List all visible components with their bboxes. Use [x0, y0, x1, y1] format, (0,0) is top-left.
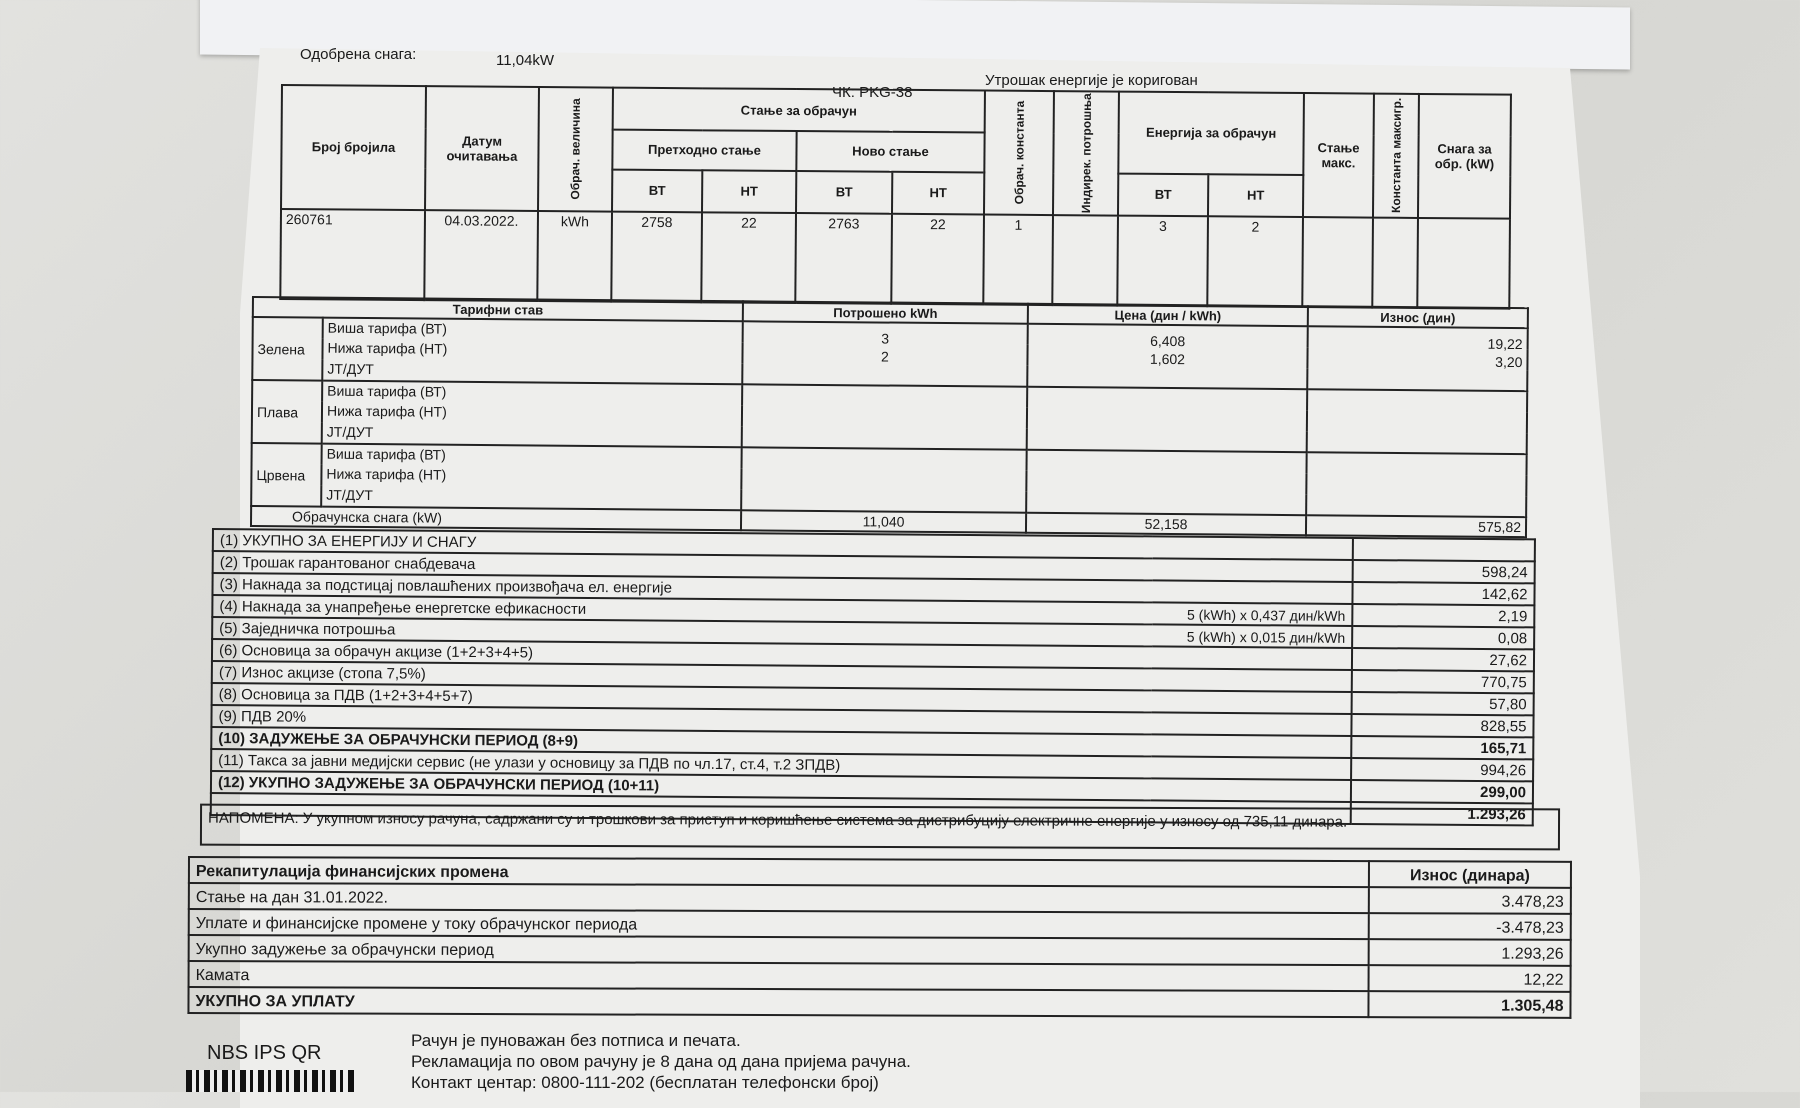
header-new: Ново стање — [796, 131, 984, 172]
tariff-amount-cell — [1307, 326, 1528, 391]
header-energy: Енергија за обрачун — [1118, 92, 1304, 175]
header-unit: Обрач. величина — [568, 98, 583, 200]
summary-amount — [1353, 538, 1535, 561]
note-text: НАПОМЕНА: У укупном износу рачуна, садржани су и трошкови за приступ и коришћење система за дистрибуцију електричне енергије у износу од 735,11 динара. — [207, 809, 1348, 831]
header-read-date: Датум очитавања — [425, 86, 539, 211]
max — [1302, 217, 1373, 308]
summary-amount: 165,71 — [1351, 736, 1533, 759]
const: 1 — [983, 214, 1053, 305]
tariff-price — [1031, 493, 1301, 513]
header-prev: Претходно стање — [612, 130, 796, 171]
header-prev-vt: ВТ — [612, 169, 702, 212]
summary-calc — [1152, 668, 1352, 692]
footer-line: Контакт центар: 0800-111-202 (бесплатан телефонски број) — [411, 1073, 879, 1092]
energy-nt: 2 — [1207, 216, 1303, 307]
tariff-price — [1032, 430, 1302, 450]
tariff-kwh — [746, 454, 1021, 474]
approved-power-value: 11,04kW — [496, 52, 555, 69]
summary-amount: 0,08 — [1352, 626, 1534, 649]
tariff-amount — [1311, 477, 1521, 497]
summary-calc — [1151, 712, 1351, 736]
summary-label: (10) ЗАДУЖЕЊЕ ЗА ОБРАЧУНСКИ ПЕРИОД (8+9) — [211, 727, 1151, 756]
footer-line: Рекламација по овом рачуну је 8 дана од дана пријема рачуна. — [411, 1052, 911, 1071]
tariff-price — [1032, 412, 1302, 432]
header-energy-vt: ВТ — [1118, 173, 1208, 216]
summary-label: (1) УКУПНО ЗА ЕНЕРГИЈУ И СНАГУ — [213, 529, 1153, 558]
header-amount: Износ (дин) — [1308, 306, 1528, 328]
summary-label: (6) Основица за обрачун акцизе (1+2+3+4+5) — [212, 639, 1152, 668]
recap-total-row — [188, 987, 1570, 1018]
meter-row — [280, 209, 1510, 309]
summary-amount: 299,00 — [1351, 780, 1533, 803]
summary-calc — [1153, 558, 1353, 582]
power-kwh: 11,040 — [741, 510, 1026, 532]
tariff-amount — [1312, 369, 1522, 389]
tariff-label: ЈТ/ДУТ — [321, 486, 741, 511]
ck-code: ЧК: PKG-38 — [832, 84, 913, 101]
summary-label: (12) УКУПНО ЗАДУЖЕЊЕ ЗА ОБРАЧУНСКИ ПЕРИОД (10+11) — [211, 771, 1151, 800]
tariff-amount: 19,22 — [1487, 335, 1523, 353]
tariff-label: Нижа тарифа (НТ) — [322, 339, 742, 364]
summary-label: (8) Основица за ПДВ (1+2+3+4+5+7) — [212, 683, 1152, 712]
summary-calc — [1152, 646, 1352, 670]
tariff-label: Нижа тарифа (НТ) — [321, 465, 741, 490]
recap-title: Рекапитулација финансијских промена — [189, 857, 1369, 887]
header-power: Снага за обр. (kW) — [1418, 94, 1511, 219]
header-maxconst-cell — [1373, 94, 1419, 218]
tariff-label: Нижа тарифа (НТ) — [322, 402, 742, 427]
recap-amount: 12,22 — [1369, 965, 1571, 992]
unit: kWh — [537, 211, 612, 302]
summary-amount: 1.293,26 — [1351, 802, 1533, 825]
summary-calc — [1151, 756, 1351, 780]
prev-nt: 22 — [701, 212, 796, 303]
meter-table — [279, 84, 1512, 310]
header-kwh: Потрошено kWh — [743, 301, 1028, 323]
summary-label: (3) Накнада за подстицај повлашћених произвођача ел. енергије — [212, 573, 1152, 602]
tariff-price — [1031, 457, 1301, 477]
meter-number: 260761 — [280, 209, 425, 300]
indirect — [1052, 215, 1118, 306]
summary-amount: 598,24 — [1353, 560, 1535, 583]
recap-amount: 1.293,26 — [1369, 939, 1571, 966]
tariff-kwh: 2 — [881, 348, 889, 365]
tariff-label: Виша тарифа (ВТ) — [322, 444, 742, 469]
tariff-kwh — [746, 472, 1021, 492]
header-max: Стање макс. — [1303, 93, 1374, 217]
recap-amount: -3.478,23 — [1369, 913, 1571, 940]
tariff-amount — [1312, 432, 1522, 452]
recap-label: Уплате и финансијске промене у току обрачунског периода — [189, 909, 1369, 939]
tariff-kwh: 3 — [881, 330, 890, 347]
read-date: 04.03.2022. — [424, 210, 538, 301]
energy-vt: 3 — [1117, 215, 1208, 306]
footer-lines — [411, 1030, 911, 1093]
tariff-amount — [1312, 396, 1522, 416]
tariff-label: ЈТ/ДУТ — [322, 423, 742, 448]
recap-table — [187, 856, 1572, 1019]
tariff-amount — [1312, 414, 1522, 434]
power-label: Обрачунска снага (kW) — [251, 506, 741, 530]
tariff-price-cell — [1026, 450, 1307, 515]
header-const: Обрач. константа — [1011, 100, 1027, 205]
tariff-kwh — [747, 409, 1022, 429]
tariff-amount-cell — [1307, 389, 1528, 454]
tariff-label: Виша тарифа (ВТ) — [323, 318, 743, 343]
corrected-note: Утрошак енергије је коригован — [985, 72, 1198, 89]
header-indirect: Индирек. потрошња — [1078, 93, 1094, 214]
qr-code-icon — [186, 1070, 356, 1092]
header-new-vt: ВТ — [796, 171, 892, 214]
summary-amount: 828,55 — [1351, 714, 1533, 737]
tariff-amount — [1311, 495, 1521, 515]
summary-table — [210, 528, 1536, 826]
recap-amount: 3.478,23 — [1369, 887, 1571, 914]
recap-label: Укупно задужење за обрачунски период — [189, 935, 1369, 965]
summary-calc — [1153, 536, 1353, 560]
summary-amount: 2,19 — [1352, 604, 1534, 627]
maxconst — [1372, 218, 1418, 308]
tariff-amount — [1311, 459, 1521, 479]
summary-label: (7) Износ акцизе (стопа 7,5%) — [212, 661, 1152, 690]
summary-label: (5) Заједничка потрошња — [212, 617, 1152, 646]
tariff-price-cell — [1027, 387, 1308, 452]
tariff-kwh — [747, 391, 1022, 411]
summary-calc: 5 (kWh) x 0,437 дин/kWh — [1152, 602, 1352, 626]
recap-label: Камата — [189, 961, 1369, 991]
summary-calc — [1152, 690, 1352, 714]
tariff-price — [1032, 394, 1302, 414]
summary-amount: 142,62 — [1352, 582, 1534, 605]
header-indirect-cell — [1053, 91, 1119, 215]
tariff-price — [1032, 367, 1302, 387]
summary-amount: 770,75 — [1352, 670, 1534, 693]
tariff-group-name: Зелена — [252, 317, 323, 381]
header-price: Цена (дин / kWh) — [1028, 304, 1308, 326]
footer-line: Рачун је пуноважан без потписа и печата. — [411, 1031, 741, 1050]
tariff-group-name: Плава — [252, 380, 323, 444]
power — [1417, 218, 1510, 309]
note-box — [200, 804, 1560, 851]
new-nt: 22 — [891, 214, 984, 305]
tariff-amount: 3,20 — [1495, 353, 1523, 371]
header-meter-number: Број бројила — [281, 85, 426, 210]
tariff-price: 1,602 — [1149, 350, 1186, 368]
recap-total-amount: 1.305,48 — [1368, 991, 1570, 1018]
summary-amount: 27,62 — [1352, 648, 1534, 671]
recap-label: Стање на дан 31.01.2022. — [189, 883, 1369, 913]
header-new-nt: НТ — [892, 171, 984, 214]
tariff-amount-cell — [1306, 452, 1527, 517]
header-const-cell — [984, 91, 1054, 215]
tariff-group-name: Црвена — [251, 443, 322, 507]
tariff-kwh-cell — [742, 321, 1028, 386]
header-maxconst: Константа максигр. — [1388, 98, 1404, 214]
recap-total-label: УКУПНО ЗА УПЛАТУ — [188, 987, 1368, 1017]
tariff-kwh — [746, 490, 1021, 510]
tariff-table — [250, 296, 1529, 538]
prev-vt: 2758 — [611, 212, 702, 303]
summary-calc — [1151, 778, 1351, 802]
summary-label: (2) Трошак гарантованог снабдевача — [213, 551, 1153, 580]
header-prev-nt: НТ — [702, 170, 796, 213]
summary-calc — [1151, 734, 1351, 758]
summary-label: (9) ПДВ 20% — [211, 705, 1151, 734]
summary-amount: 994,26 — [1351, 758, 1533, 781]
tariff-kwh-cell — [741, 447, 1027, 512]
summary-calc: 5 (kWh) x 0,015 дин/kWh — [1152, 624, 1352, 648]
header-energy-nt: НТ — [1208, 174, 1303, 217]
tariff-price: 6,408 — [1150, 332, 1186, 350]
tariff-price — [1031, 475, 1301, 495]
tariff-kwh-cell — [742, 384, 1028, 449]
summary-amount: 57,80 — [1352, 692, 1534, 715]
summary-calc — [1152, 580, 1352, 604]
header-tariff: Тарифни став — [253, 297, 743, 321]
tariff-label: Виша тарифа (ВТ) — [322, 381, 742, 406]
summary-label: (11) Такса за јавни медијски сервис (не улази у основицу за ПДВ по чл.17, ст.4, т.2 ЗПДВ) — [211, 749, 1151, 778]
tariff-kwh — [747, 427, 1022, 447]
power-price: 52,158 — [1026, 513, 1306, 535]
tariff-kwh — [747, 364, 1022, 384]
tariff-price-cell — [1027, 324, 1308, 389]
new-vt: 2763 — [795, 213, 892, 304]
power-amount: 575,82 — [1306, 515, 1526, 537]
summary-label: (4) Накнада за унапређење енергетске ефикасности — [212, 595, 1152, 624]
recap-amount-header: Износ (динара) — [1369, 861, 1571, 888]
approved-power-label: Одобрена снага: — [300, 46, 417, 63]
header-state: Стање за обрачун — [613, 88, 985, 133]
header-unit-cell — [538, 87, 613, 211]
qr-label: NBS IPS QR — [207, 1042, 322, 1064]
tariff-label: ЈТ/ДУТ — [322, 360, 742, 385]
